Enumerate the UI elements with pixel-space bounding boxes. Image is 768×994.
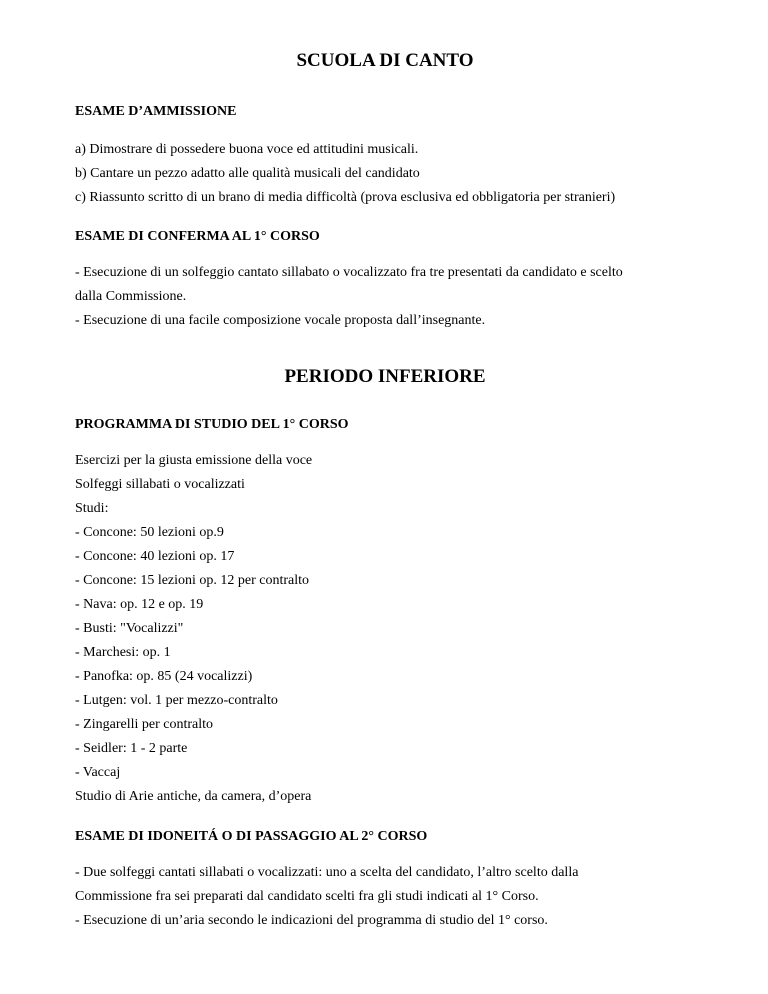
confirm-heading: ESAME DI CONFERMA AL 1° CORSO [75,229,320,244]
program-line: Studi: [75,501,109,516]
program-heading: PROGRAMMA DI STUDIO DEL 1° CORSO [75,417,349,432]
program-line: - Seidler: 1 - 2 parte [75,741,188,756]
program-line: - Nava: op. 12 e op. 19 [75,597,204,612]
program-line: Studio di Arie antiche, da camera, d’opera [75,789,312,804]
passage-heading: ESAME DI IDONEITÁ O DI PASSAGGIO AL 2° CORSO [75,829,428,844]
program-line: - Marchesi: op. 1 [75,645,171,660]
passage-line: Commissione fra sei preparati dal candidato scelti fra gli studi indicati al 1° Corso. [75,889,539,904]
program-line: - Concone: 50 lezioni op.9 [75,525,224,540]
section-title: PERIODO INFERIORE [284,366,486,387]
program-line: Solfeggi sillabati o vocalizzati [75,477,245,492]
confirm-line: - Esecuzione di una facile composizione vocale proposta dall’insegnante. [75,313,486,328]
program-line: - Concone: 15 lezioni op. 12 per contralto [75,573,310,588]
program-line: - Concone: 40 lezioni op. 17 [75,549,235,564]
confirm-line: dalla Commissione. [75,289,187,304]
confirm-line: - Esecuzione di un solfeggio cantato sillabato o vocalizzato fra tre presentati da candidato e scelto [75,265,623,280]
admission-line: a) Dimostrare di possedere buona voce ed attitudini musicali. [75,142,419,157]
admission-line: b) Cantare un pezzo adatto alle qualità musicali del candidato [75,166,420,181]
program-line: - Zingarelli per contralto [75,717,213,732]
admission-heading: ESAME D’AMMISSIONE [75,104,237,119]
program-line: - Vaccaj [75,765,121,780]
passage-line: - Esecuzione di un’aria secondo le indicazioni del programma di studio del 1° corso. [75,913,548,928]
admission-line: c) Riassunto scritto di un brano di media difficoltà (prova esclusiva ed obbligatoria per stranieri) [75,190,616,205]
program-line: - Lutgen: vol. 1 per mezzo-contralto [75,693,278,708]
program-line: - Panofka: op. 85 (24 vocalizzi) [75,669,253,684]
program-line: - Busti: "Vocalizzi" [75,621,184,636]
doc-title: SCUOLA DI CANTO [296,50,474,71]
passage-line: - Due solfeggi cantati sillabati o vocalizzati: uno a scelta del candidato, l’altro scelto dalla [75,865,579,880]
program-line: Esercizi per la giusta emissione della voce [75,453,313,468]
